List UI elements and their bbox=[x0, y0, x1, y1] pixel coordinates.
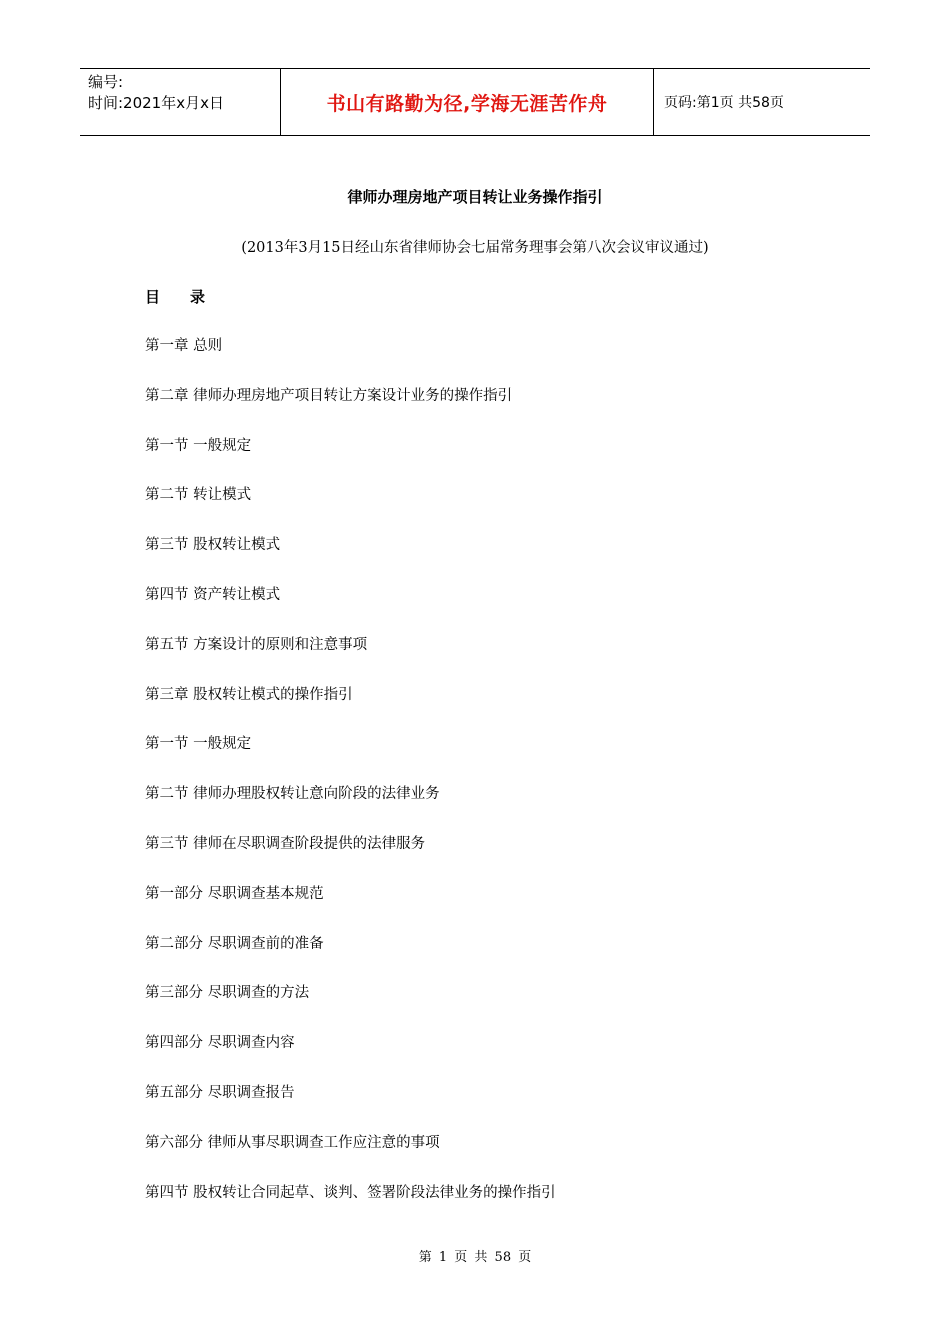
toc-heading-char-1: 目 bbox=[145, 288, 161, 306]
toc-item: 第二节 转让模式 bbox=[145, 487, 252, 504]
toc-item: 第五节 方案设计的原则和注意事项 bbox=[145, 636, 368, 653]
toc-item: 第四节 资产转让模式 bbox=[145, 586, 281, 603]
document-title: 律师办理房地产项目转让业务操作指引 bbox=[347, 188, 603, 206]
toc-item: 第三部分 尽职调查的方法 bbox=[145, 985, 310, 1002]
document-subtitle: (2013年3月15日经山东省律师协会七届常务理事会第八次会议审议通过) bbox=[241, 240, 709, 256]
toc-item: 第五部分 尽职调查报告 bbox=[145, 1084, 295, 1101]
toc-item: 第四节 股权转让合同起草、谈判、签署阶段法律业务的操作指引 bbox=[145, 1184, 556, 1201]
toc-item: 第二部分 尽职调查前的准备 bbox=[145, 935, 324, 952]
toc-item: 第三节 股权转让模式 bbox=[145, 537, 281, 554]
toc-item: 第一节 一般规定 bbox=[145, 736, 252, 753]
toc-item: 第三节 律师在尽职调查阶段提供的法律服务 bbox=[145, 835, 426, 852]
toc-item: 第二节 律师办理股权转让意向阶段的法律业务 bbox=[145, 786, 440, 803]
toc-item: 第一章 总则 bbox=[145, 338, 223, 354]
header-meta bbox=[80, 69, 281, 135]
table-of-contents bbox=[145, 336, 556, 1232]
toc-item: 第四部分 尽职调查内容 bbox=[145, 1035, 295, 1052]
toc-heading bbox=[145, 286, 205, 307]
document-number-label: 编号: bbox=[88, 73, 124, 91]
header-page-info: 页码:第1页 共58页 bbox=[664, 95, 784, 111]
page-header bbox=[80, 68, 870, 136]
document-time: 时间:2021年x月x日 bbox=[88, 94, 224, 112]
toc-item: 第六部分 律师从事尽职调查工作应注意的事项 bbox=[145, 1134, 440, 1151]
toc-item: 第一部分 尽职调查基本规范 bbox=[145, 885, 324, 902]
toc-item: 第二章 律师办理房地产项目转让方案设计业务的操作指引 bbox=[145, 387, 513, 404]
header-motto: 书山有路勤为径,学海无涯苦作舟 bbox=[281, 69, 654, 135]
toc-item: 第一节 一般规定 bbox=[145, 437, 252, 454]
page-footer: 第 1 页 共 58 页 bbox=[418, 1250, 532, 1265]
toc-heading-char-2: 录 bbox=[190, 288, 206, 306]
toc-item: 第三章 股权转让模式的操作指引 bbox=[145, 686, 353, 703]
